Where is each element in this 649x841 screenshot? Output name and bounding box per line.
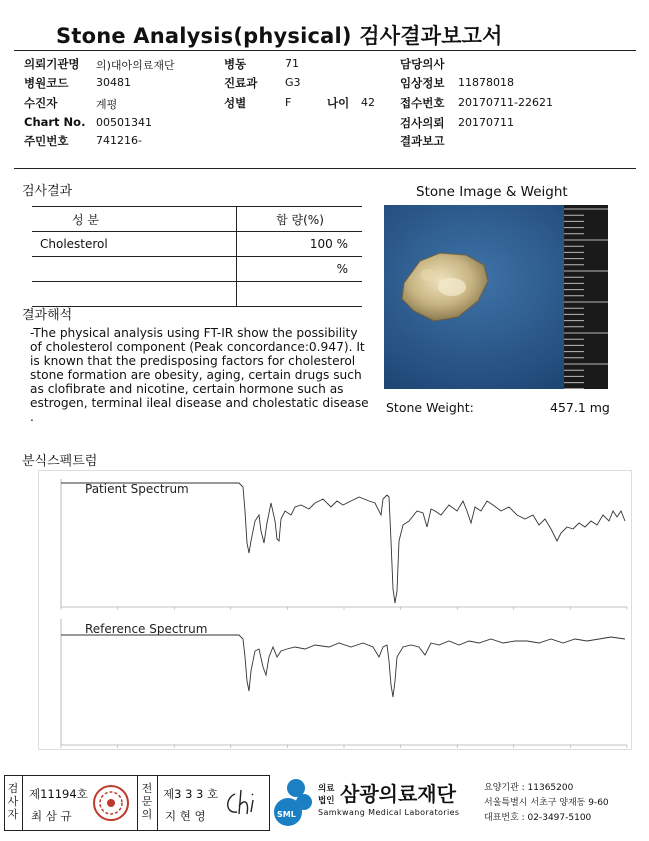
resident-no-label: 주민번호 — [24, 134, 69, 148]
header-rule — [14, 168, 636, 169]
examiner-number: 제11194호 — [29, 787, 88, 801]
sml-text: SML — [277, 810, 296, 819]
clinical-info-value: 11878018 — [458, 76, 514, 89]
stone-photo — [384, 205, 608, 389]
component-cell — [32, 257, 237, 282]
org-small-2: 법인 — [318, 796, 335, 806]
table-row — [32, 257, 362, 282]
hospital-code-label: 병원코드 — [24, 76, 69, 90]
department-value: G3 — [285, 76, 301, 89]
title-rule — [14, 50, 636, 51]
department-label: 진료과 — [224, 76, 258, 90]
specialist-vertical-label: 전문의 — [141, 782, 153, 821]
stone-title: Stone Image & Weight — [416, 184, 568, 200]
interpretation-text: -The physical analysis using FT-IR show the possibility of cholesterol component (Peak concordance:0.947). It is known that the predisposing factors for cholesterol stone formation are obesity, aging, certain drugs such as clofibrate and nicotine, certain hormone such as estrogen, terminal ileal disease and cholestatic disease . — [30, 326, 369, 424]
hospital-code-value: 30481 — [96, 76, 131, 89]
amount-header: 함 량(%) — [237, 207, 363, 232]
specialist-number: 제3 3 3 호 — [163, 787, 219, 801]
ftir-spectrum-figure — [38, 470, 632, 750]
results-header-row — [32, 207, 362, 232]
org-english-name: Samkwang Medical Laboratories — [318, 808, 460, 817]
patient-label: 수진자 — [24, 96, 58, 110]
resident-no-value: 741216- — [96, 134, 142, 147]
org-info-3: 대표번호 : 02-3497-5100 — [484, 813, 592, 823]
hospital-label: 의뢰기관명 — [24, 57, 80, 71]
component-cell: Cholesterol — [32, 232, 237, 257]
sex-value: F — [285, 96, 292, 109]
examiner-vertical-label: 검사자 — [7, 782, 19, 821]
signature-box — [4, 775, 270, 831]
specialist-signature — [221, 784, 265, 822]
footer-divider — [157, 776, 158, 830]
receipt-no-label: 접수번호 — [400, 96, 445, 110]
receipt-no-value: 20170711-22621 — [458, 96, 553, 109]
age-label: 나이 — [327, 96, 350, 110]
footer-divider — [22, 776, 23, 830]
spectrum-section-title: 분식스펙트럼 — [22, 454, 98, 469]
results-table — [32, 206, 362, 307]
clinical-info-label: 임상정보 — [400, 76, 445, 90]
org-info-1: 요양기관 : 11365200 — [484, 783, 574, 793]
specialist-name: 지 현 영 — [165, 809, 206, 823]
component-header: 성 분 — [32, 207, 237, 232]
examiner-name: 최 삼 규 — [31, 809, 72, 823]
org-name: 삼광의료재단 — [340, 782, 456, 806]
patient-spectrum-line — [61, 483, 625, 603]
amount-cell: % — [237, 257, 363, 282]
reference-spectrum-label: Reference Spectrum — [85, 622, 208, 636]
examiner-seal — [91, 783, 131, 823]
table-row — [32, 232, 362, 257]
ward-value: 71 — [285, 57, 299, 70]
results-section-title: 검사결과 — [22, 184, 73, 199]
request-date-value: 20170711 — [458, 116, 514, 129]
patient-spectrum-label: Patient Spectrum — [85, 482, 189, 496]
chart-no-value: 00501341 — [96, 116, 152, 129]
component-cell — [32, 282, 237, 307]
patient-value: 계평 — [96, 98, 118, 111]
doctor-label: 담당의사 — [400, 57, 445, 71]
sex-label: 성별 — [224, 96, 247, 110]
stone-weight-value: 457.1 mg — [550, 400, 610, 415]
ward-label: 병동 — [224, 57, 247, 71]
amount-cell: 100 % — [237, 232, 363, 257]
request-date-label: 검사의뢰 — [400, 116, 445, 130]
interpretation-section-title: 결과해석 — [22, 308, 73, 323]
hospital-value: 의)대아의료재단 — [96, 59, 175, 72]
table-row — [32, 282, 362, 307]
org-small-1: 의료 — [318, 784, 335, 794]
org-info-2: 서울특별시 서초구 양재동 9-60 — [484, 798, 609, 808]
stone-weight-label: Stone Weight: — [386, 400, 474, 415]
sml-logo — [272, 776, 316, 828]
amount-cell — [237, 282, 363, 307]
report-date-label: 결과보고 — [400, 134, 445, 148]
footer-divider — [137, 776, 138, 830]
age-value: 42 — [361, 96, 375, 109]
reference-spectrum-line — [61, 635, 625, 697]
chart-no-label: Chart No. — [24, 115, 86, 129]
report-title: Stone Analysis(physical) 검사결과보고서 — [56, 24, 503, 48]
